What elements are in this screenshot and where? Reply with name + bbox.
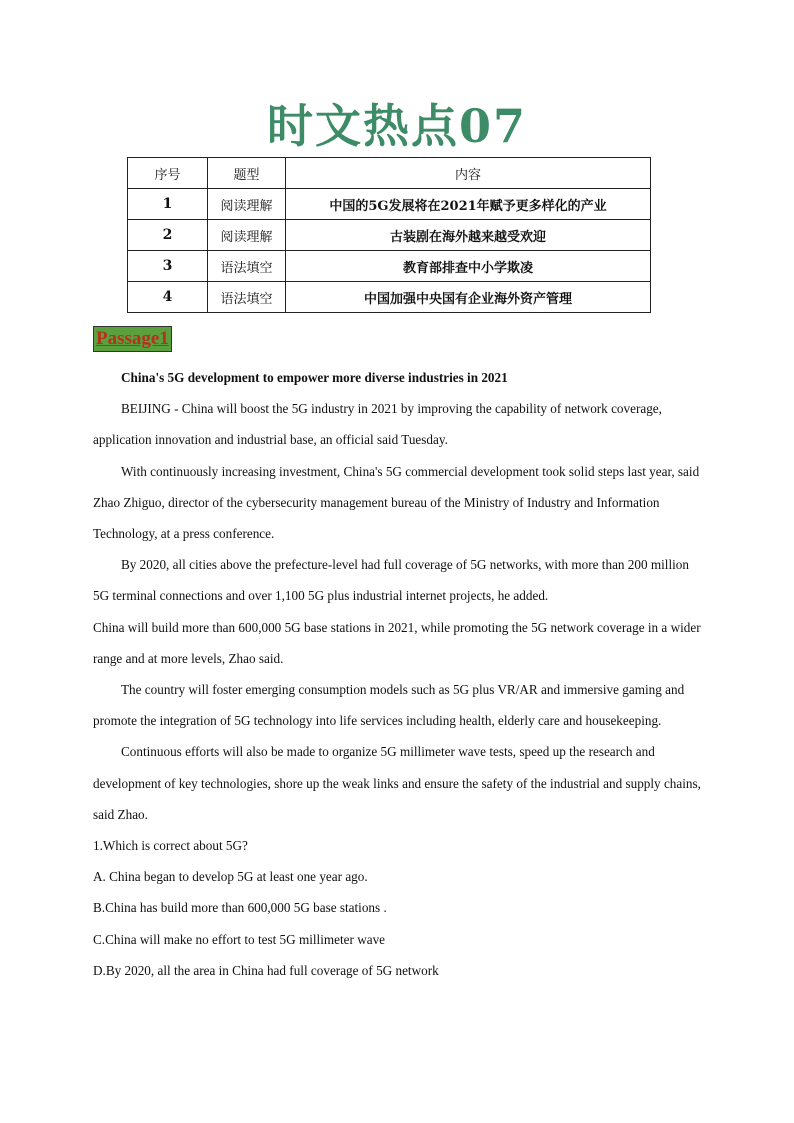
article-paragraph: China will build more than 600,000 5G base stations in 2021, while promoting the 5G network coverage in a wider range and at more levels, Zhao said. [93,619,701,666]
contents-table [127,157,651,313]
row-number: 1 [128,189,208,220]
article-body [93,362,701,986]
article-paragraph: Continuous efforts will also be made to organize 5G millimeter wave tests, speed up the research and development of key technologies, shore up the weak links and ensure the safety of the industrial and supply chains, said Zhao. [93,744,701,822]
page-title: 时文热点07 [266,99,527,153]
row-type: 阅读理解 [208,189,286,220]
row-type: 语法填空 [208,251,286,282]
answer-option-a: A. China began to develop 5G at least one year ago. [93,869,368,885]
header-content: 内容 [286,158,651,189]
article-paragraph: BEIJING - China will boost the 5G industry in 2021 by improving the capability of network coverage, application innovation and industrial base, an official said Tuesday. [93,401,662,448]
answer-option-b: B.China has build more than 600,000 5G base stations . [93,900,387,916]
row-type: 语法填空 [208,282,286,313]
row-content: 中国的5G发展将在2021年赋予更多样化的产业 [286,189,651,220]
table-row [128,282,651,313]
row-content: 中国加强中央国有企业海外资产管理 [286,282,651,313]
article-paragraph: The country will foster emerging consumption models such as 5G plus VR/AR and immersive gaming and promote the integration of 5G technology into life services including health, elderly care and housekeeping. [93,682,685,729]
article-paragraph: With continuously increasing investment, China's 5G commercial development took solid steps last year, said Zhao Zhiguo, director of the cybersecurity management bureau of the Ministry of Industry and Information Technology, at a press conference. [93,463,700,542]
header-type: 题型 [208,158,286,189]
answer-option-d: D.By 2020, all the area in China had full coverage of 5G network [93,962,439,978]
row-type: 阅读理解 [208,220,286,251]
passage-label: Passage1 [93,326,172,352]
row-number: 3 [128,251,208,282]
table-row [128,220,651,251]
article-heading: China's 5G development to empower more diverse industries in 2021 [121,370,508,385]
question-stem: 1.Which is correct about 5G? [93,838,248,854]
header-number: 序号 [128,158,208,189]
row-number: 2 [128,220,208,251]
table-row [128,251,651,282]
table-row [128,189,651,220]
row-number: 4 [128,282,208,313]
article-paragraph: By 2020, all cities above the prefecture-level had full coverage of 5G networks, with more than 200 million 5G terminal connections and over 1,100 5G plus industrial internet projects, he added. [93,557,689,604]
answer-option-c: C.China will make no effort to test 5G millimeter wave [93,931,386,947]
row-content: 教育部排查中小学欺凌 [286,251,651,282]
row-content: 古装剧在海外越来越受欢迎 [286,220,651,251]
table-header-row [128,158,651,189]
